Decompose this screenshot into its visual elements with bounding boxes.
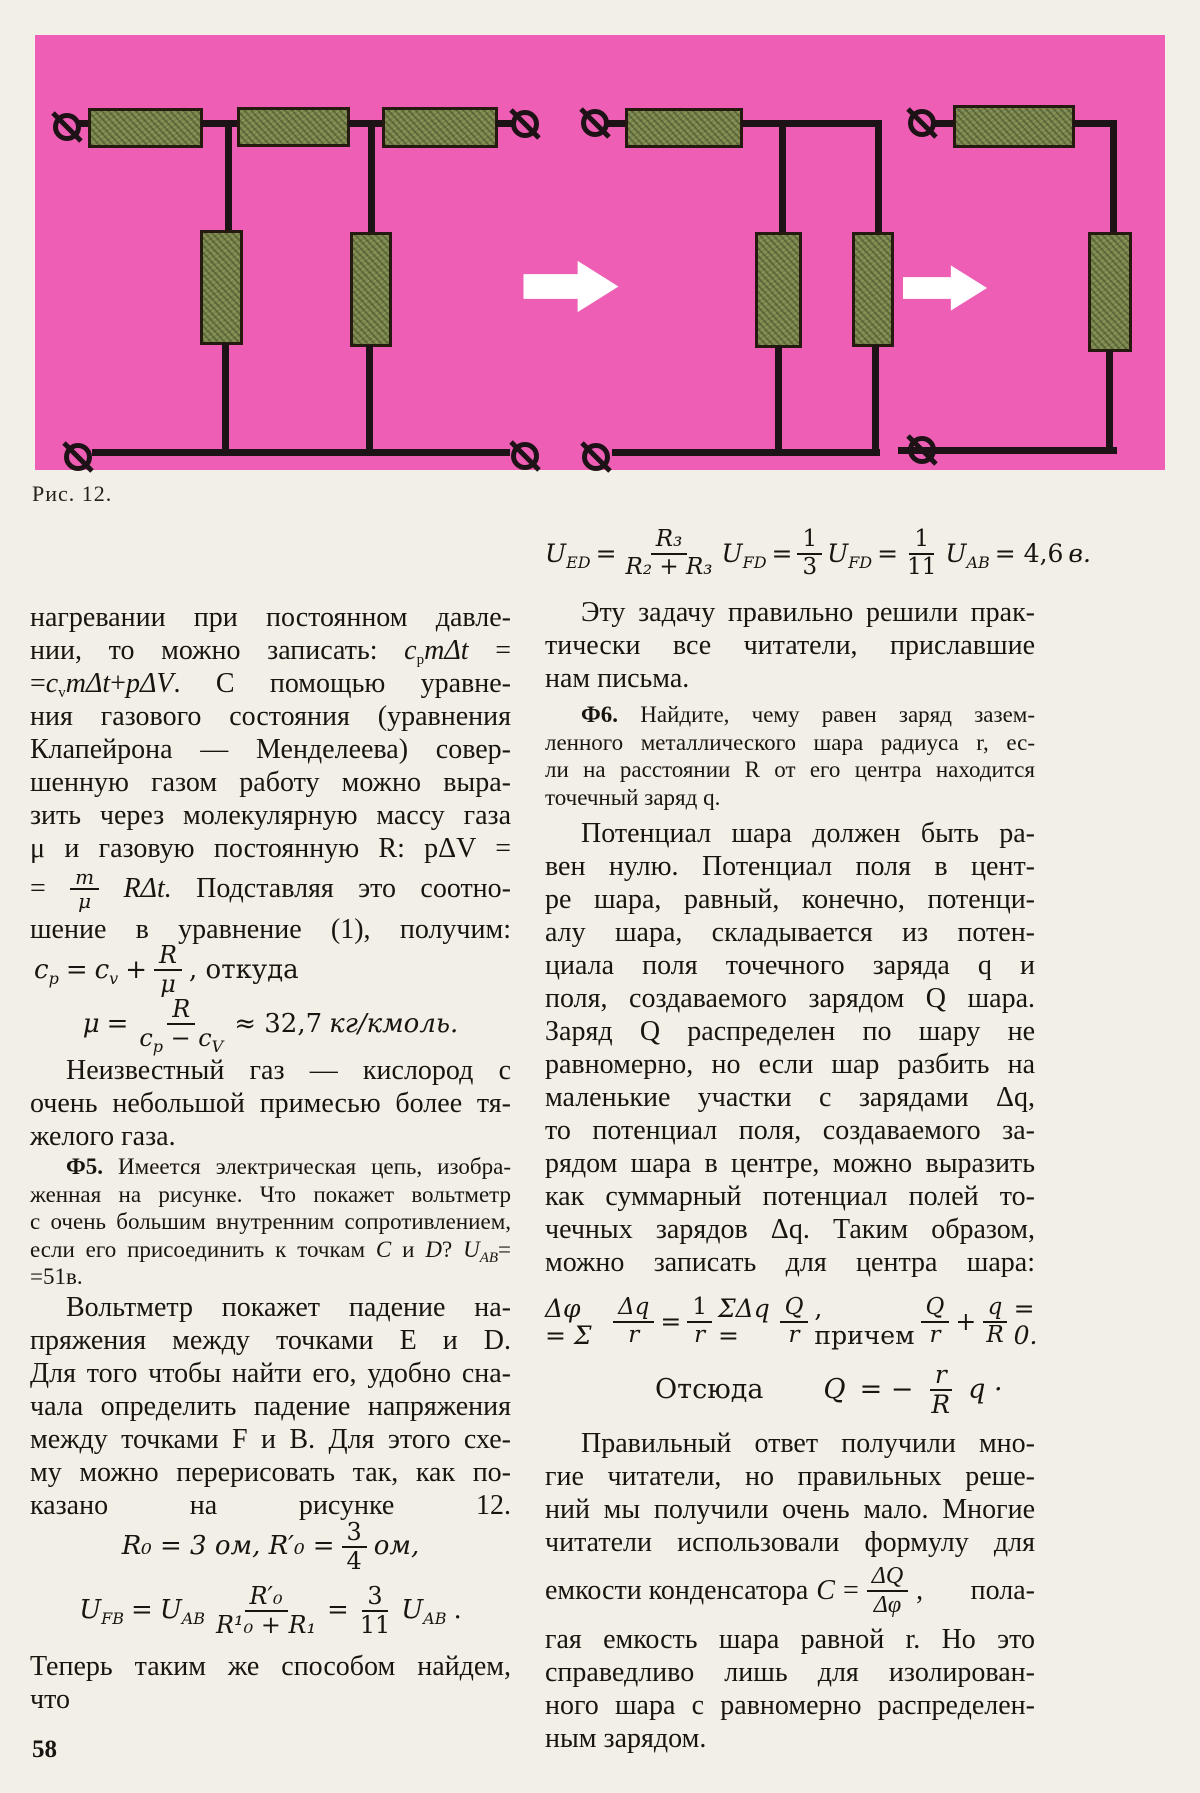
formula-ufb: [30, 1572, 511, 1650]
math-var: ΣΔq =: [718, 1293, 770, 1350]
math-sub: FB: [101, 1609, 125, 1629]
math-op: =: [877, 539, 899, 569]
math-op: = −: [859, 1374, 914, 1406]
math-var: R₀ = 3 ом, R′₀ =: [121, 1531, 335, 1562]
denominator: R: [986, 1322, 1004, 1348]
math-op: =: [327, 1595, 349, 1626]
wire: [1106, 350, 1113, 452]
resistor: [237, 107, 350, 147]
math-op: +: [955, 1307, 977, 1337]
text-line: ния газового состояния (уравнения: [30, 701, 511, 732]
math-var: U: [79, 1595, 102, 1626]
text-line: чечных зарядов Δq. Таким образом,: [545, 1214, 1035, 1245]
math-sub: AB: [181, 1609, 206, 1629]
math-var: μ: [82, 1008, 100, 1039]
paragraph: [545, 1623, 1035, 1755]
column-left: [30, 601, 511, 1716]
formula-cp-cv: [34, 941, 511, 998]
fraction: [70, 866, 99, 913]
text-line: Потенциал шара должен быть ра-: [581, 818, 1035, 849]
wire: [779, 122, 786, 232]
math-sub: p: [48, 968, 59, 988]
text-line: можно записать для центра шара:: [545, 1247, 1035, 1278]
resistor-vertical: [1088, 232, 1132, 352]
text-run: , причем: [814, 1293, 915, 1350]
paragraph: [545, 817, 1035, 1279]
resistor: [88, 108, 203, 148]
arrow-right-icon: [522, 258, 620, 320]
paragraph: [30, 1054, 511, 1153]
text-line: [30, 634, 511, 667]
numerator: 1: [797, 527, 822, 555]
math-var: C: [816, 1575, 835, 1606]
math-var: C: [375, 1236, 392, 1262]
math-var: U: [945, 539, 967, 569]
text-line: Заряд Q распределен по шару не: [545, 1016, 1035, 1047]
fraction: [135, 995, 227, 1056]
text-line: между точками F и B. Для этого схе-: [30, 1423, 511, 1455]
text-run: Имеется электрическая цепь, изобра-: [103, 1154, 511, 1179]
resistor: [625, 108, 743, 148]
wire: [935, 120, 955, 127]
text-line: ленного металлического шара радиуса r, ес-: [545, 729, 1035, 755]
text-line-with-fraction: [30, 865, 511, 913]
fraction: [356, 1583, 394, 1639]
text-line: μ и газовую постоянную R: pΔV =: [30, 833, 511, 864]
math-var: mΔt: [65, 668, 111, 699]
denominator: r: [694, 1322, 706, 1348]
paragraph: [30, 1291, 511, 1522]
numerator: R₃: [651, 527, 688, 555]
denominator: r: [788, 1322, 800, 1348]
wire: [872, 345, 879, 455]
text-line: маленькие участки с зарядами Δq,: [545, 1082, 1035, 1113]
numerator: 1: [909, 527, 934, 555]
math-sub: v: [58, 685, 66, 701]
formula-r0: [30, 1517, 511, 1575]
wire: [366, 345, 373, 455]
text-run: , откуда: [189, 954, 299, 985]
denominator: Δφ: [873, 1592, 902, 1618]
text-run: Подставляя: [196, 873, 334, 904]
text-line: пряжения между точками E и D.: [30, 1324, 511, 1356]
denominator: μ: [78, 889, 92, 913]
math-op: =: [660, 1307, 682, 1337]
column-right: [545, 518, 1091, 1755]
text-run: . С помощью уравне-: [173, 668, 511, 699]
text-line: чала определить падение напряжения: [30, 1390, 511, 1422]
denominator: R₂ + R₃: [625, 554, 713, 580]
resistor: [953, 105, 1075, 148]
fraction: [982, 1295, 1007, 1349]
figure-caption: Рис. 12.: [32, 481, 113, 506]
fraction: [927, 1361, 954, 1419]
numerator: R: [154, 942, 182, 971]
wire: [222, 343, 229, 455]
numerator: Δq: [613, 1295, 654, 1323]
numerator: 3: [342, 1519, 367, 1548]
text-line: с очень большим внутренним сопротивлением,: [30, 1209, 511, 1234]
text-line: ний мы получили очень мало. Многие: [545, 1494, 1035, 1525]
text-line: ным зарядом.: [545, 1723, 707, 1754]
problem-number: Ф5.: [66, 1154, 104, 1179]
text-run: и: [391, 1236, 426, 1262]
text-line: Эту задачу правильно решили прак-: [581, 597, 1035, 628]
numerator: 1: [687, 1295, 712, 1323]
text-line: нам письма.: [545, 663, 690, 694]
text-line: казано на рисунке 12.: [30, 1489, 511, 1521]
figure-12-circuit-diagram: [35, 35, 1165, 470]
text-run: если его присоединить к точкам: [30, 1236, 376, 1262]
resistor-vertical: [200, 230, 243, 345]
wire: [225, 122, 232, 232]
text-line: Клапейрона — Менделеева) совер-: [30, 734, 511, 765]
math-var: c: [45, 668, 59, 699]
terminal-icon: [905, 106, 939, 140]
page-number: 58: [32, 1736, 57, 1763]
fraction: [903, 527, 940, 581]
math-op: =: [595, 539, 617, 569]
fraction: [797, 527, 822, 581]
text-line: рядом шара в центре, можно выразить: [545, 1148, 1035, 1179]
text-run: =: [30, 668, 46, 699]
denominator: 11: [359, 1610, 391, 1639]
text-line: гие читатели, но правильных реше-: [545, 1461, 1035, 1492]
paragraph: [545, 596, 1035, 695]
paragraph: [30, 913, 511, 946]
text-run: ?: [441, 1236, 464, 1262]
paragraph: [30, 601, 511, 634]
math-sub: AB: [966, 553, 990, 573]
denominator: μ: [160, 970, 176, 998]
resistor-vertical: [755, 232, 802, 348]
numerator: Q: [780, 1295, 809, 1323]
math-sub: FD: [742, 553, 767, 573]
problem-f6-line: [545, 701, 1035, 729]
math-var: c: [94, 954, 110, 985]
text-run: +: [110, 668, 126, 699]
math-sub: AB: [423, 1609, 447, 1629]
wire: [875, 122, 882, 234]
math-var: U: [721, 539, 743, 569]
problem-f5-line: [30, 1236, 511, 1264]
numerator: R′₀: [245, 1583, 288, 1612]
text-line: [30, 667, 511, 700]
terminal-icon: [50, 110, 84, 144]
terminal-icon: [579, 440, 613, 474]
problem-f5-line: [30, 1153, 511, 1181]
formula-dphi: [545, 1287, 1050, 1357]
denominator: R¹₀ + R₁: [216, 1610, 317, 1639]
math-var: D: [425, 1236, 442, 1262]
math-sub: v: [109, 968, 119, 988]
math-var: U: [463, 1236, 480, 1262]
math-var: mΔt: [424, 635, 469, 666]
wire: [201, 120, 239, 127]
numerator: ΔQ: [867, 1563, 908, 1592]
text-line: циала поля точечного заряда q и: [545, 950, 1035, 981]
math-var: q ·: [968, 1374, 1003, 1406]
math-var: c: [404, 635, 417, 666]
wire: [741, 120, 882, 127]
math-sub: p: [416, 652, 425, 668]
wire: [348, 120, 384, 127]
fraction: [212, 1583, 320, 1639]
fraction: [622, 527, 717, 581]
math-var: Q: [823, 1374, 846, 1406]
text-run: емкости конденсатора: [545, 1575, 809, 1606]
text-run: .: [453, 1595, 462, 1626]
text-line: ного шара с равномерно распределен-: [545, 1690, 1035, 1721]
math-var: U: [159, 1595, 182, 1626]
text-line: Теперь таким же способом найдем,: [30, 1650, 511, 1682]
numerator: Q: [921, 1295, 950, 1323]
text-line: Вольтметр покажет падение на-: [66, 1291, 511, 1323]
formula-ued: [545, 518, 1145, 590]
numerator: 3: [362, 1583, 387, 1612]
math-var: pΔV: [125, 668, 174, 699]
wire: [1110, 122, 1117, 234]
text-line: вен нулю. Потенциал поля в цент-: [545, 851, 1035, 882]
text-line: алу шара, складывается из потен-: [545, 917, 1035, 948]
text-line: справедливо лишь для изолирован-: [545, 1657, 1035, 1688]
text-line: зить через молекулярную массу газа: [30, 800, 511, 831]
fraction: [780, 1295, 809, 1349]
fraction: [687, 1295, 712, 1349]
fraction: [921, 1295, 950, 1349]
text-run: Найдите, чему равен заряд зазем-: [618, 702, 1035, 727]
math-var: U: [827, 539, 849, 569]
math-sub: ED: [566, 553, 591, 573]
numerator: m: [70, 866, 99, 890]
wire: [775, 346, 782, 455]
text-line: очень небольшой примесью более тя-: [30, 1088, 511, 1119]
wire: [368, 122, 375, 234]
fraction: [342, 1519, 367, 1575]
text-line: Неизвестный газ — кислород с: [66, 1055, 511, 1086]
text-run: =: [30, 873, 46, 904]
fraction: [613, 1295, 654, 1349]
formula-q: [545, 1360, 1035, 1419]
resistor-vertical: [852, 232, 894, 347]
text-line: желого газа.: [30, 1121, 176, 1152]
math-sub: FD: [848, 553, 873, 573]
terminal-icon: [508, 439, 542, 473]
math-var: U: [545, 539, 567, 569]
numerator: r: [930, 1361, 952, 1391]
text-line: гая емкость шара равной r. Но это: [545, 1624, 1035, 1655]
text-line: точечный заряд q.: [545, 784, 721, 810]
paragraph: [30, 700, 511, 865]
math-op: +: [125, 954, 148, 985]
denominator: R: [931, 1390, 951, 1419]
text-run: Отсюда: [655, 1374, 764, 1406]
paragraph: [30, 1181, 511, 1236]
text-line: то потенциал поля, создаваемого за-: [545, 1115, 1035, 1146]
math-op: =: [131, 1595, 153, 1626]
text-line: как суммарный потенциал полей то-: [545, 1181, 1035, 1212]
text-line: Правильный ответ получили мно-: [581, 1428, 1035, 1459]
terminal-icon: [508, 107, 542, 141]
text-line: тически все читатели, приславшие: [545, 630, 1035, 661]
problem-f5-line: =51в.: [30, 1264, 83, 1289]
math-unit: кг/кмоль.: [329, 1008, 459, 1039]
math-var: U: [401, 1595, 424, 1626]
math-op: ≈ 32,7: [234, 1008, 323, 1039]
terminal-icon: [905, 433, 939, 467]
terminal-icon: [578, 106, 612, 140]
terminal-icon: [61, 440, 95, 474]
denominator: 4: [346, 1546, 362, 1575]
resistor: [382, 107, 498, 148]
text-run: ,: [916, 1575, 924, 1606]
math-sub: AB: [479, 1249, 499, 1266]
wire: [612, 449, 880, 456]
text-line: му можно перерисовать так, как по-: [30, 1456, 511, 1488]
fraction: [154, 942, 182, 998]
math-unit: в.: [1068, 539, 1091, 569]
text-line: Для того чтобы найти его, удобно сна-: [30, 1357, 511, 1389]
text-line: равномерно, но если шар разбить на: [545, 1049, 1035, 1080]
math-op: =: [106, 1008, 129, 1039]
denominator: r: [628, 1322, 640, 1348]
text-run: =: [498, 1236, 511, 1262]
text-run: нии, то можно записать:: [30, 635, 405, 666]
text-line: ре шара, равный, конечно, потенци-: [545, 884, 1035, 915]
wire: [92, 449, 510, 456]
text-line: шенную газом работу можно выра-: [30, 767, 511, 798]
text-run: это: [358, 873, 397, 904]
resistor-vertical: [350, 232, 392, 347]
denominator: r: [929, 1322, 941, 1348]
text-line: женная на рисунке. Что покажет вольтметр: [30, 1181, 511, 1207]
formula-mu: [30, 994, 511, 1054]
problem-number: Ф6.: [581, 702, 619, 727]
numerator: q: [983, 1295, 1008, 1323]
math-unit: ом,: [373, 1531, 420, 1562]
text-run: соотно-: [420, 873, 511, 904]
text-line-with-fraction: [545, 1559, 1035, 1623]
paragraph: [545, 729, 1035, 812]
math-var: RΔt.: [123, 873, 172, 904]
paragraph: [30, 1650, 511, 1716]
math-op: = 0.: [1013, 1293, 1038, 1350]
math-op: =: [771, 539, 793, 569]
text-line: нагревании при постоянном давле-: [30, 602, 511, 633]
text-line: ли на расстоянии R от его центра находится: [545, 757, 1035, 782]
text-run: =: [468, 635, 511, 666]
math-var: Δφ = Σ: [545, 1293, 592, 1350]
math-op: =: [842, 1575, 859, 1606]
paragraph: [545, 1427, 1035, 1559]
text-run: пола-: [970, 1575, 1035, 1606]
math-op: =: [65, 954, 88, 985]
fraction: [867, 1563, 908, 1619]
numerator: R: [167, 996, 195, 1025]
denominator: $c_p - c_V$: [139, 1024, 224, 1056]
arrow-right-icon: [903, 253, 987, 328]
denominator: 3: [802, 554, 818, 580]
text-line: шение в уравнение (1), получим:: [30, 914, 511, 945]
text-line: читатели использовали формулу для: [545, 1527, 1035, 1558]
math-op: = 4,6: [994, 539, 1064, 569]
math-var: c: [34, 954, 49, 985]
denominator: 11: [907, 554, 937, 580]
text-line: что: [30, 1683, 70, 1715]
text-line: поля, создаваемого зарядом Q шара.: [545, 983, 1035, 1014]
